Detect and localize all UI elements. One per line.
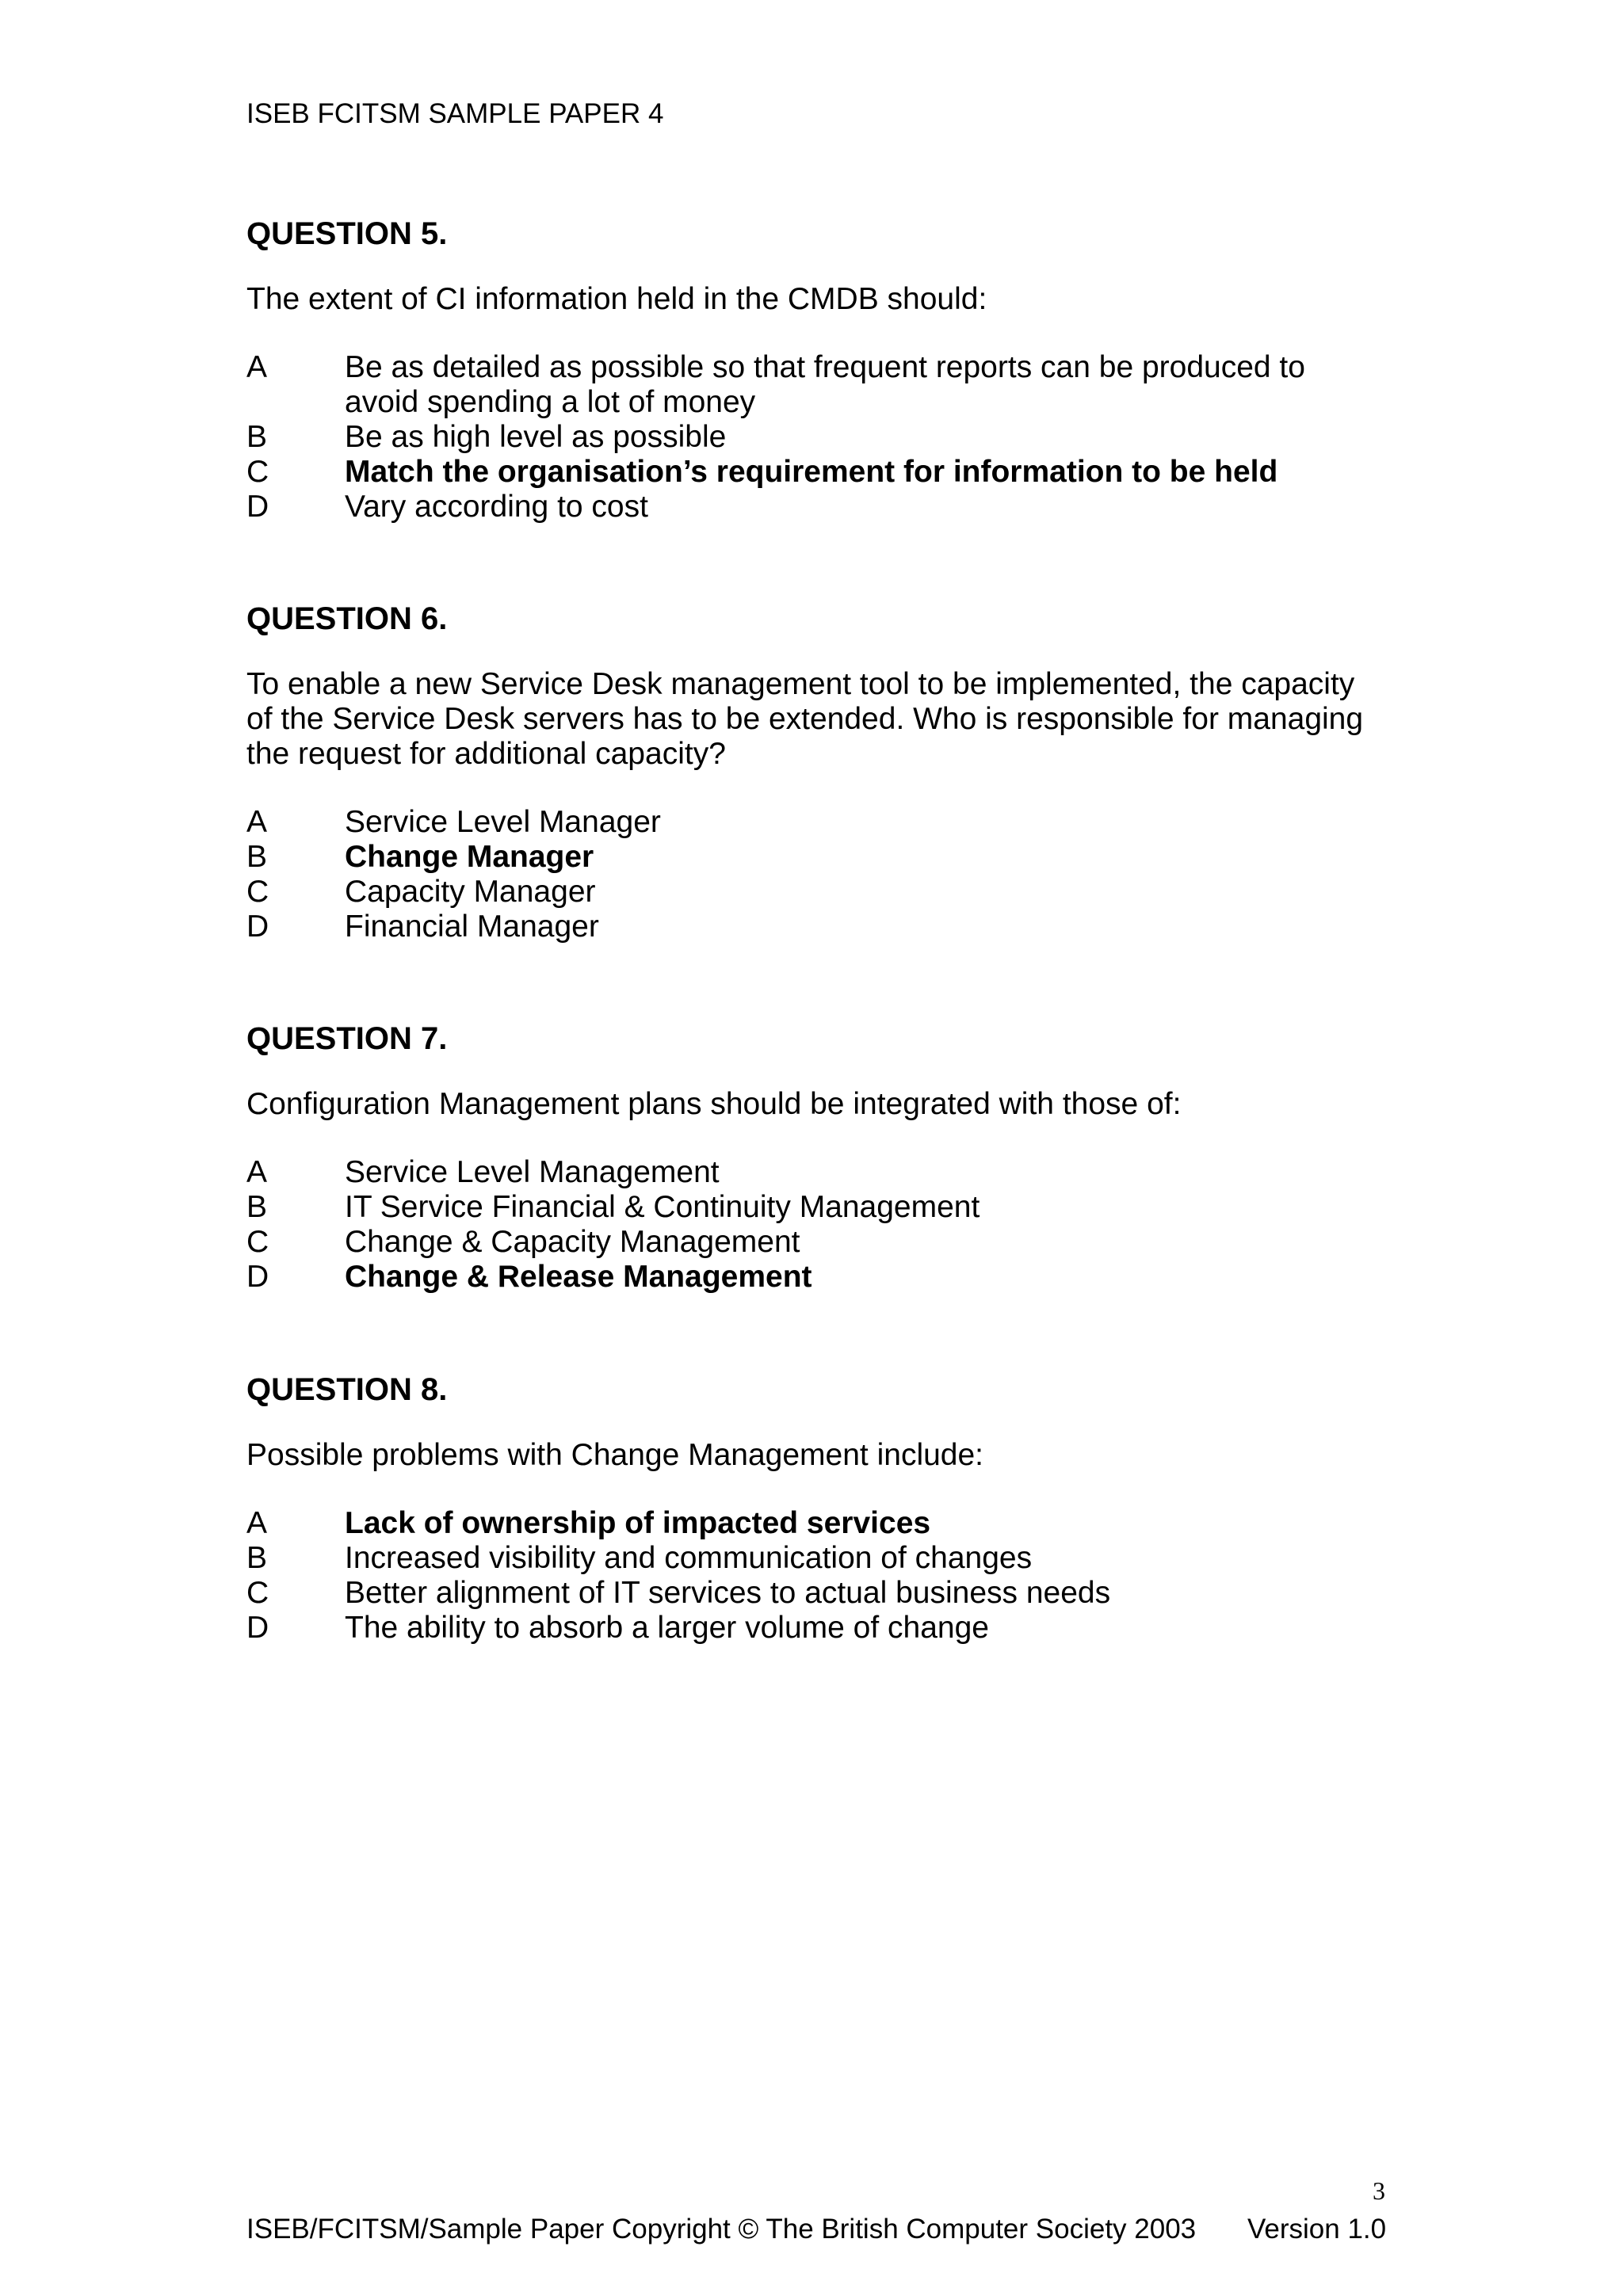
option-letter: A	[246, 805, 268, 839]
option-letter: A	[246, 1506, 268, 1540]
option-letter: D	[246, 1611, 269, 1645]
option-letter: C	[246, 1225, 269, 1259]
option-letter: A	[246, 350, 268, 384]
option-letter: B	[246, 840, 268, 874]
option-text: Lack of ownership of impacted services	[345, 1506, 931, 1540]
option-text: Better alignment of IT services to actual business needs	[345, 1576, 1111, 1610]
question-7	[246, 1020, 1388, 1295]
question-heading: QUESTION 8.	[246, 1372, 448, 1407]
option-text: Change Manager	[345, 840, 594, 874]
option-b	[246, 1190, 1388, 1225]
option-a-correct	[246, 1506, 1388, 1541]
footer-copyright: ISEB/FCITSM/Sample Paper Copyright © The British Computer Society 2003	[246, 2214, 1197, 2245]
question-heading: QUESTION 6.	[246, 601, 448, 636]
option-text: Be as high level as possible	[345, 420, 727, 454]
option-text: Financial Manager	[345, 910, 599, 944]
option-c	[246, 875, 1388, 910]
option-letter: D	[246, 490, 269, 524]
question-stem: Possible problems with Change Management include:	[246, 1438, 984, 1472]
option-letter: D	[246, 1260, 269, 1294]
option-d	[246, 1611, 1388, 1646]
option-text: IT Service Financial & Continuity Management	[345, 1190, 980, 1224]
option-text: Vary according to cost	[345, 490, 648, 524]
question-stem: The extent of CI information held in the CMDB should:	[246, 282, 987, 316]
option-letter: D	[246, 910, 269, 944]
option-b	[246, 1541, 1388, 1576]
option-letter: C	[246, 455, 269, 489]
answer-options	[246, 1506, 1388, 1646]
question-6	[246, 600, 1388, 944]
question-heading: QUESTION 7.	[246, 1021, 448, 1056]
option-letter: B	[246, 1541, 268, 1575]
question-stem: To enable a new Service Desk management tool to be implemented, the capacity of the Service Desk servers has to be extended. Who is responsible for managing the request for additional capacity?	[246, 667, 1364, 771]
option-text: Change & Capacity Management	[345, 1225, 800, 1259]
question-stem: Configuration Management plans should be integrated with those of:	[246, 1087, 1182, 1121]
option-text: Service Level Manager	[345, 805, 661, 839]
option-letter: B	[246, 1190, 268, 1224]
option-text: Service Level Management	[345, 1155, 720, 1189]
option-a	[246, 1155, 1388, 1190]
option-letter: C	[246, 875, 269, 909]
answer-options	[246, 1155, 1388, 1295]
option-text: Match the organisation’s requirement for information to be held	[345, 455, 1278, 489]
option-b	[246, 420, 1388, 455]
answer-options	[246, 805, 1388, 944]
option-c	[246, 1225, 1388, 1260]
page-number: 3	[1373, 2176, 1385, 2205]
option-letter: B	[246, 420, 268, 454]
option-d-correct	[246, 1260, 1388, 1295]
question-5	[246, 215, 1388, 524]
page-header: ISEB FCITSM SAMPLE PAPER 4	[246, 98, 664, 129]
option-a	[246, 350, 1388, 420]
option-d	[246, 490, 1388, 524]
option-letter: C	[246, 1576, 269, 1610]
option-text: Increased visibility and communication of changes	[345, 1541, 1033, 1575]
option-c	[246, 1576, 1388, 1611]
footer-version: Version 1.0	[1247, 2214, 1387, 2245]
option-text: Be as detailed as possible so that frequent reports can be produced to avoid spending a lot of money	[345, 350, 1305, 419]
question-heading: QUESTION 5.	[246, 216, 448, 251]
option-text: The ability to absorb a larger volume of change	[345, 1611, 989, 1645]
option-c-correct	[246, 455, 1388, 490]
option-b-correct	[246, 840, 1388, 875]
answer-options	[246, 350, 1388, 524]
option-letter: A	[246, 1155, 268, 1189]
option-d	[246, 910, 1388, 944]
option-text: Change & Release Management	[345, 1260, 812, 1294]
option-a	[246, 805, 1388, 840]
question-8	[246, 1371, 1388, 1646]
option-text: Capacity Manager	[345, 875, 596, 909]
